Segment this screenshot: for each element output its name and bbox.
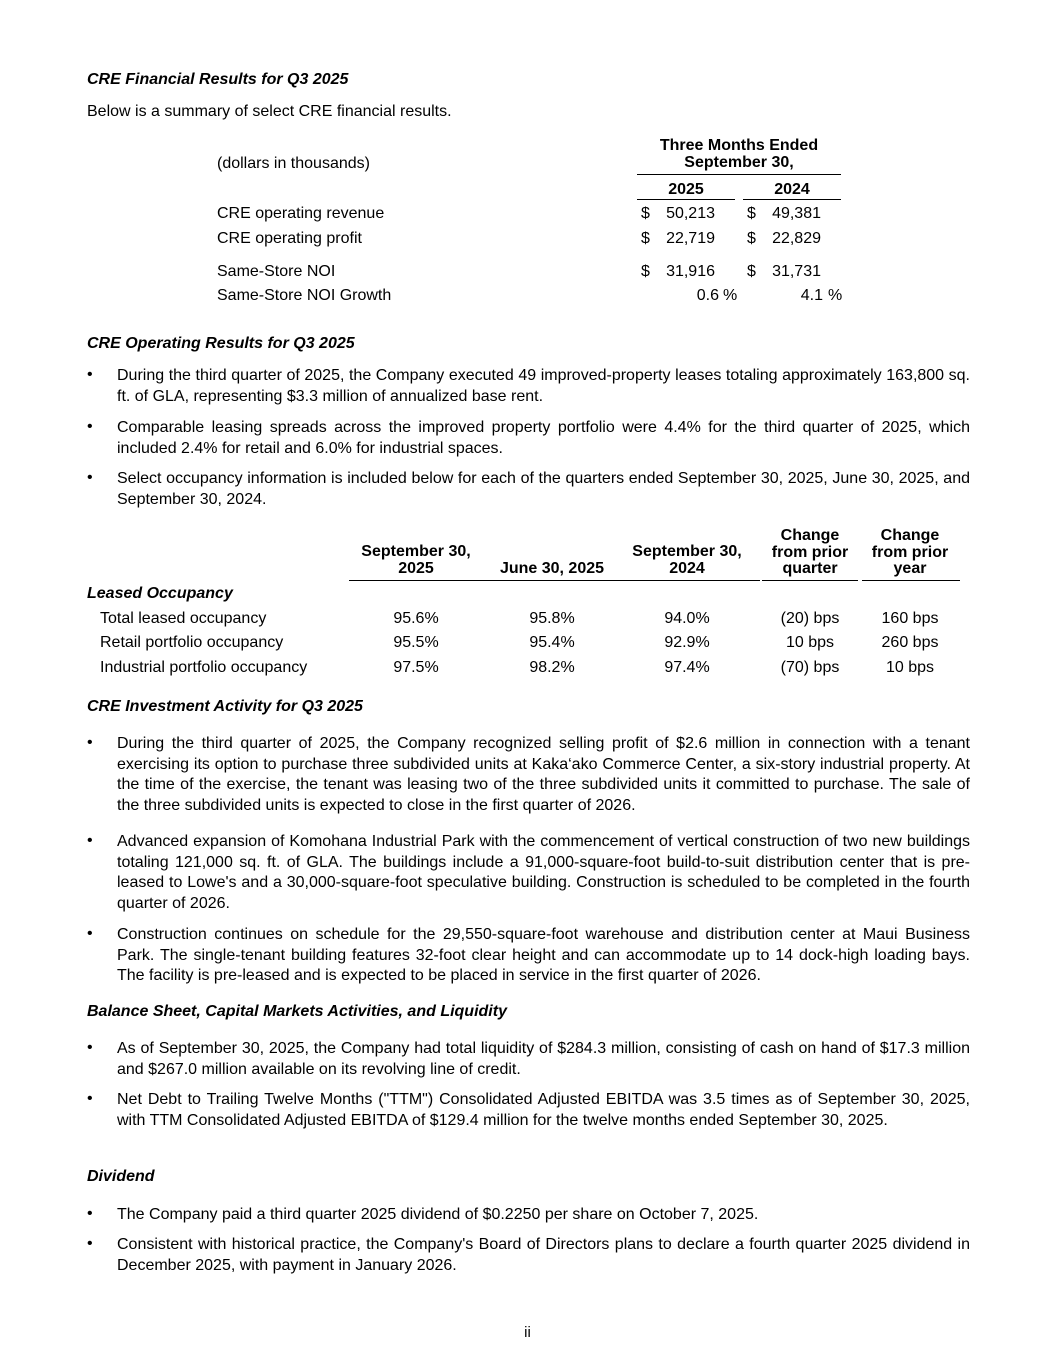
group-label: Leased Occupancy <box>87 585 233 602</box>
value-2025: 22,719 <box>666 230 715 247</box>
bullet-text: Construction continues on schedule for the 29,550-square-foot warehouse and distribution center at Maui Business Park. The single-tenant building features 32-foot clear height and can accommodate up to 14 dock-high loading bays. The facility is pre-leased and is expected to be placed in service in the first quarter of 2026. <box>117 926 970 984</box>
value-change-year: 260 bps <box>881 634 939 651</box>
row-label: Retail portfolio occupancy <box>100 634 284 651</box>
percent-symbol: % <box>723 287 738 304</box>
bullet-symbol: • <box>87 1235 93 1252</box>
percent-symbol: % <box>828 287 843 304</box>
bullet-text: The Company paid a third quarter 2025 dividend of $0.2250 per share on October 7, 2025. <box>117 1206 759 1223</box>
value-sep-2025: 95.6% <box>393 610 439 627</box>
units-label: (dollars in thousands) <box>217 155 370 172</box>
currency-symbol: $ <box>641 230 650 247</box>
value-sep-2024: 94.0% <box>664 610 710 627</box>
financial-results-heading: CRE Financial Results for Q3 2025 <box>87 71 349 88</box>
value-jun-2025: 98.2% <box>529 659 575 676</box>
row-label: CRE operating profit <box>217 230 362 247</box>
header-rule <box>349 580 760 581</box>
value-change-quarter: (20) bps <box>780 610 840 627</box>
value-sep-2025: 95.5% <box>393 634 439 651</box>
row-label: Total leased occupancy <box>100 610 267 627</box>
value-sep-2024: 97.4% <box>664 659 710 676</box>
value-sep-2025: 97.5% <box>393 659 439 676</box>
balance-sheet-heading: Balance Sheet, Capital Markets Activities, and Liquidity <box>87 1003 507 1020</box>
row-label: Same-Store NOI <box>217 263 336 280</box>
financial-results-table <box>217 137 842 312</box>
value-2024: 22,829 <box>772 230 821 247</box>
value-change-year: 160 bps <box>881 610 939 627</box>
col-header-jun-2025: June 30, 2025 <box>499 560 605 577</box>
value-jun-2025: 95.4% <box>529 634 575 651</box>
bullet-symbol: • <box>87 469 93 486</box>
bullet-symbol: • <box>87 832 93 849</box>
value-change-year: 10 bps <box>885 659 935 676</box>
period-header-rule <box>637 174 841 175</box>
list-item <box>87 418 970 460</box>
col-header-change-year: Change from prior year <box>871 527 949 577</box>
list-item <box>87 1039 970 1081</box>
list-item <box>87 734 970 818</box>
bullet-symbol: • <box>87 1039 93 1056</box>
bullet-symbol: • <box>87 1090 93 1107</box>
operating-results-heading: CRE Operating Results for Q3 2025 <box>87 335 355 352</box>
value-2024: 49,381 <box>772 205 821 222</box>
bullet-text: During the third quarter of 2025, the Company executed 49 improved-property leases totaling approximately 163,800 sq. ft. of GLA, representing $3.3 million of annualized base rent. <box>117 367 970 405</box>
value-jun-2025: 95.8% <box>529 610 575 627</box>
col-2024-rule <box>743 199 841 200</box>
header-rule <box>762 580 858 581</box>
header-rule <box>862 580 960 581</box>
bullet-symbol: • <box>87 734 93 751</box>
list-item <box>87 1235 970 1277</box>
financial-results-intro: Below is a summary of select CRE financial results. <box>87 103 452 120</box>
currency-symbol: $ <box>747 263 756 280</box>
list-item <box>87 832 970 916</box>
dividend-heading: Dividend <box>87 1168 155 1185</box>
col-2025-rule <box>637 199 735 200</box>
bullet-text: Net Debt to Trailing Twelve Months ("TTM") Consolidated Adjusted EBITDA was 3.5 times as of September 30, 2025, with TTM Consolidated Adjusted EBITDA of $129.4 million for the twelve months ended September 30, 2025. <box>117 1091 970 1129</box>
list-item <box>87 366 970 408</box>
occupancy-table <box>87 527 970 687</box>
bullet-symbol: • <box>87 1205 93 1222</box>
value-2025: 31,916 <box>666 263 715 280</box>
col-header-2025: 2025 <box>668 181 704 198</box>
value-change-quarter: (70) bps <box>780 659 840 676</box>
row-label: CRE operating revenue <box>217 205 385 222</box>
period-header: Three Months Ended September 30, <box>659 137 819 171</box>
col-header-sep-2025: September 30, 2025 <box>361 543 471 577</box>
page-number: ii <box>524 1324 531 1341</box>
currency-symbol: $ <box>641 205 650 222</box>
list-item <box>87 1090 970 1153</box>
list-item <box>87 925 970 988</box>
list-item <box>87 469 970 511</box>
bullet-text: Consistent with historical practice, the Company's Board of Directors plans to declare a fourth quarter 2025 dividend in December 2025, with payment in January 2026. <box>117 1236 970 1274</box>
bullet-text: Comparable leasing spreads across the improved property portfolio were 4.4% for the third quarter of 2025, which included 2.4% for retail and 6.0% for industrial spaces. <box>117 419 970 457</box>
investment-activity-heading: CRE Investment Activity for Q3 2025 <box>87 698 363 715</box>
col-header-sep-2024: September 30, 2024 <box>632 543 742 577</box>
col-header-change-quarter: Change from prior quarter <box>771 527 849 577</box>
bullet-text: Advanced expansion of Komohana Industrial Park with the commencement of vertical construction of two new buildings totaling 121,000 sq. ft. of GLA. The buildings include a 91,000-square-foot build-to-suit distribution center that is pre-leased to Lowe's and a 30,000-square-foot speculative building. Construction is scheduled to be completed in the fourth quarter of 2026. <box>117 833 970 912</box>
list-item <box>87 1205 970 1226</box>
currency-symbol: $ <box>641 263 650 280</box>
bullet-text: Select occupancy information is included below for each of the quarters ended September 30, 2025, June 30, 2025, and September 30, 2024. <box>117 470 970 508</box>
col-header-2024: 2024 <box>774 181 810 198</box>
value-change-quarter: 10 bps <box>785 634 835 651</box>
value-2025: 50,213 <box>666 205 715 222</box>
bullet-text: During the third quarter of 2025, the Company recognized selling profit of $2.6 million in connection with a tenant exercising its option to purchase three subdivided units at Kaka‘ako Commerce Center, a six-story industrial property. At the time of the exercise, the tenant was leasing two of the three subdivided units it committed to purchase. The sale of the three subdivided units is expected to close in the first quarter of 2026. <box>117 735 970 814</box>
currency-symbol: $ <box>747 230 756 247</box>
bullet-symbol: • <box>87 418 93 435</box>
row-label: Industrial portfolio occupancy <box>100 659 308 676</box>
value-2024: 4.1 <box>800 287 823 304</box>
bullet-text: As of September 30, 2025, the Company had total liquidity of $284.3 million, consisting of cash on hand of $17.3 million and $267.0 million available on its revolving line of credit. <box>117 1040 970 1078</box>
value-2025: 0.6 <box>696 287 719 304</box>
currency-symbol: $ <box>747 205 756 222</box>
value-2024: 31,731 <box>772 263 821 280</box>
value-sep-2024: 92.9% <box>664 634 710 651</box>
bullet-symbol: • <box>87 366 93 383</box>
bullet-symbol: • <box>87 925 93 942</box>
row-label: Same-Store NOI Growth <box>217 287 392 304</box>
